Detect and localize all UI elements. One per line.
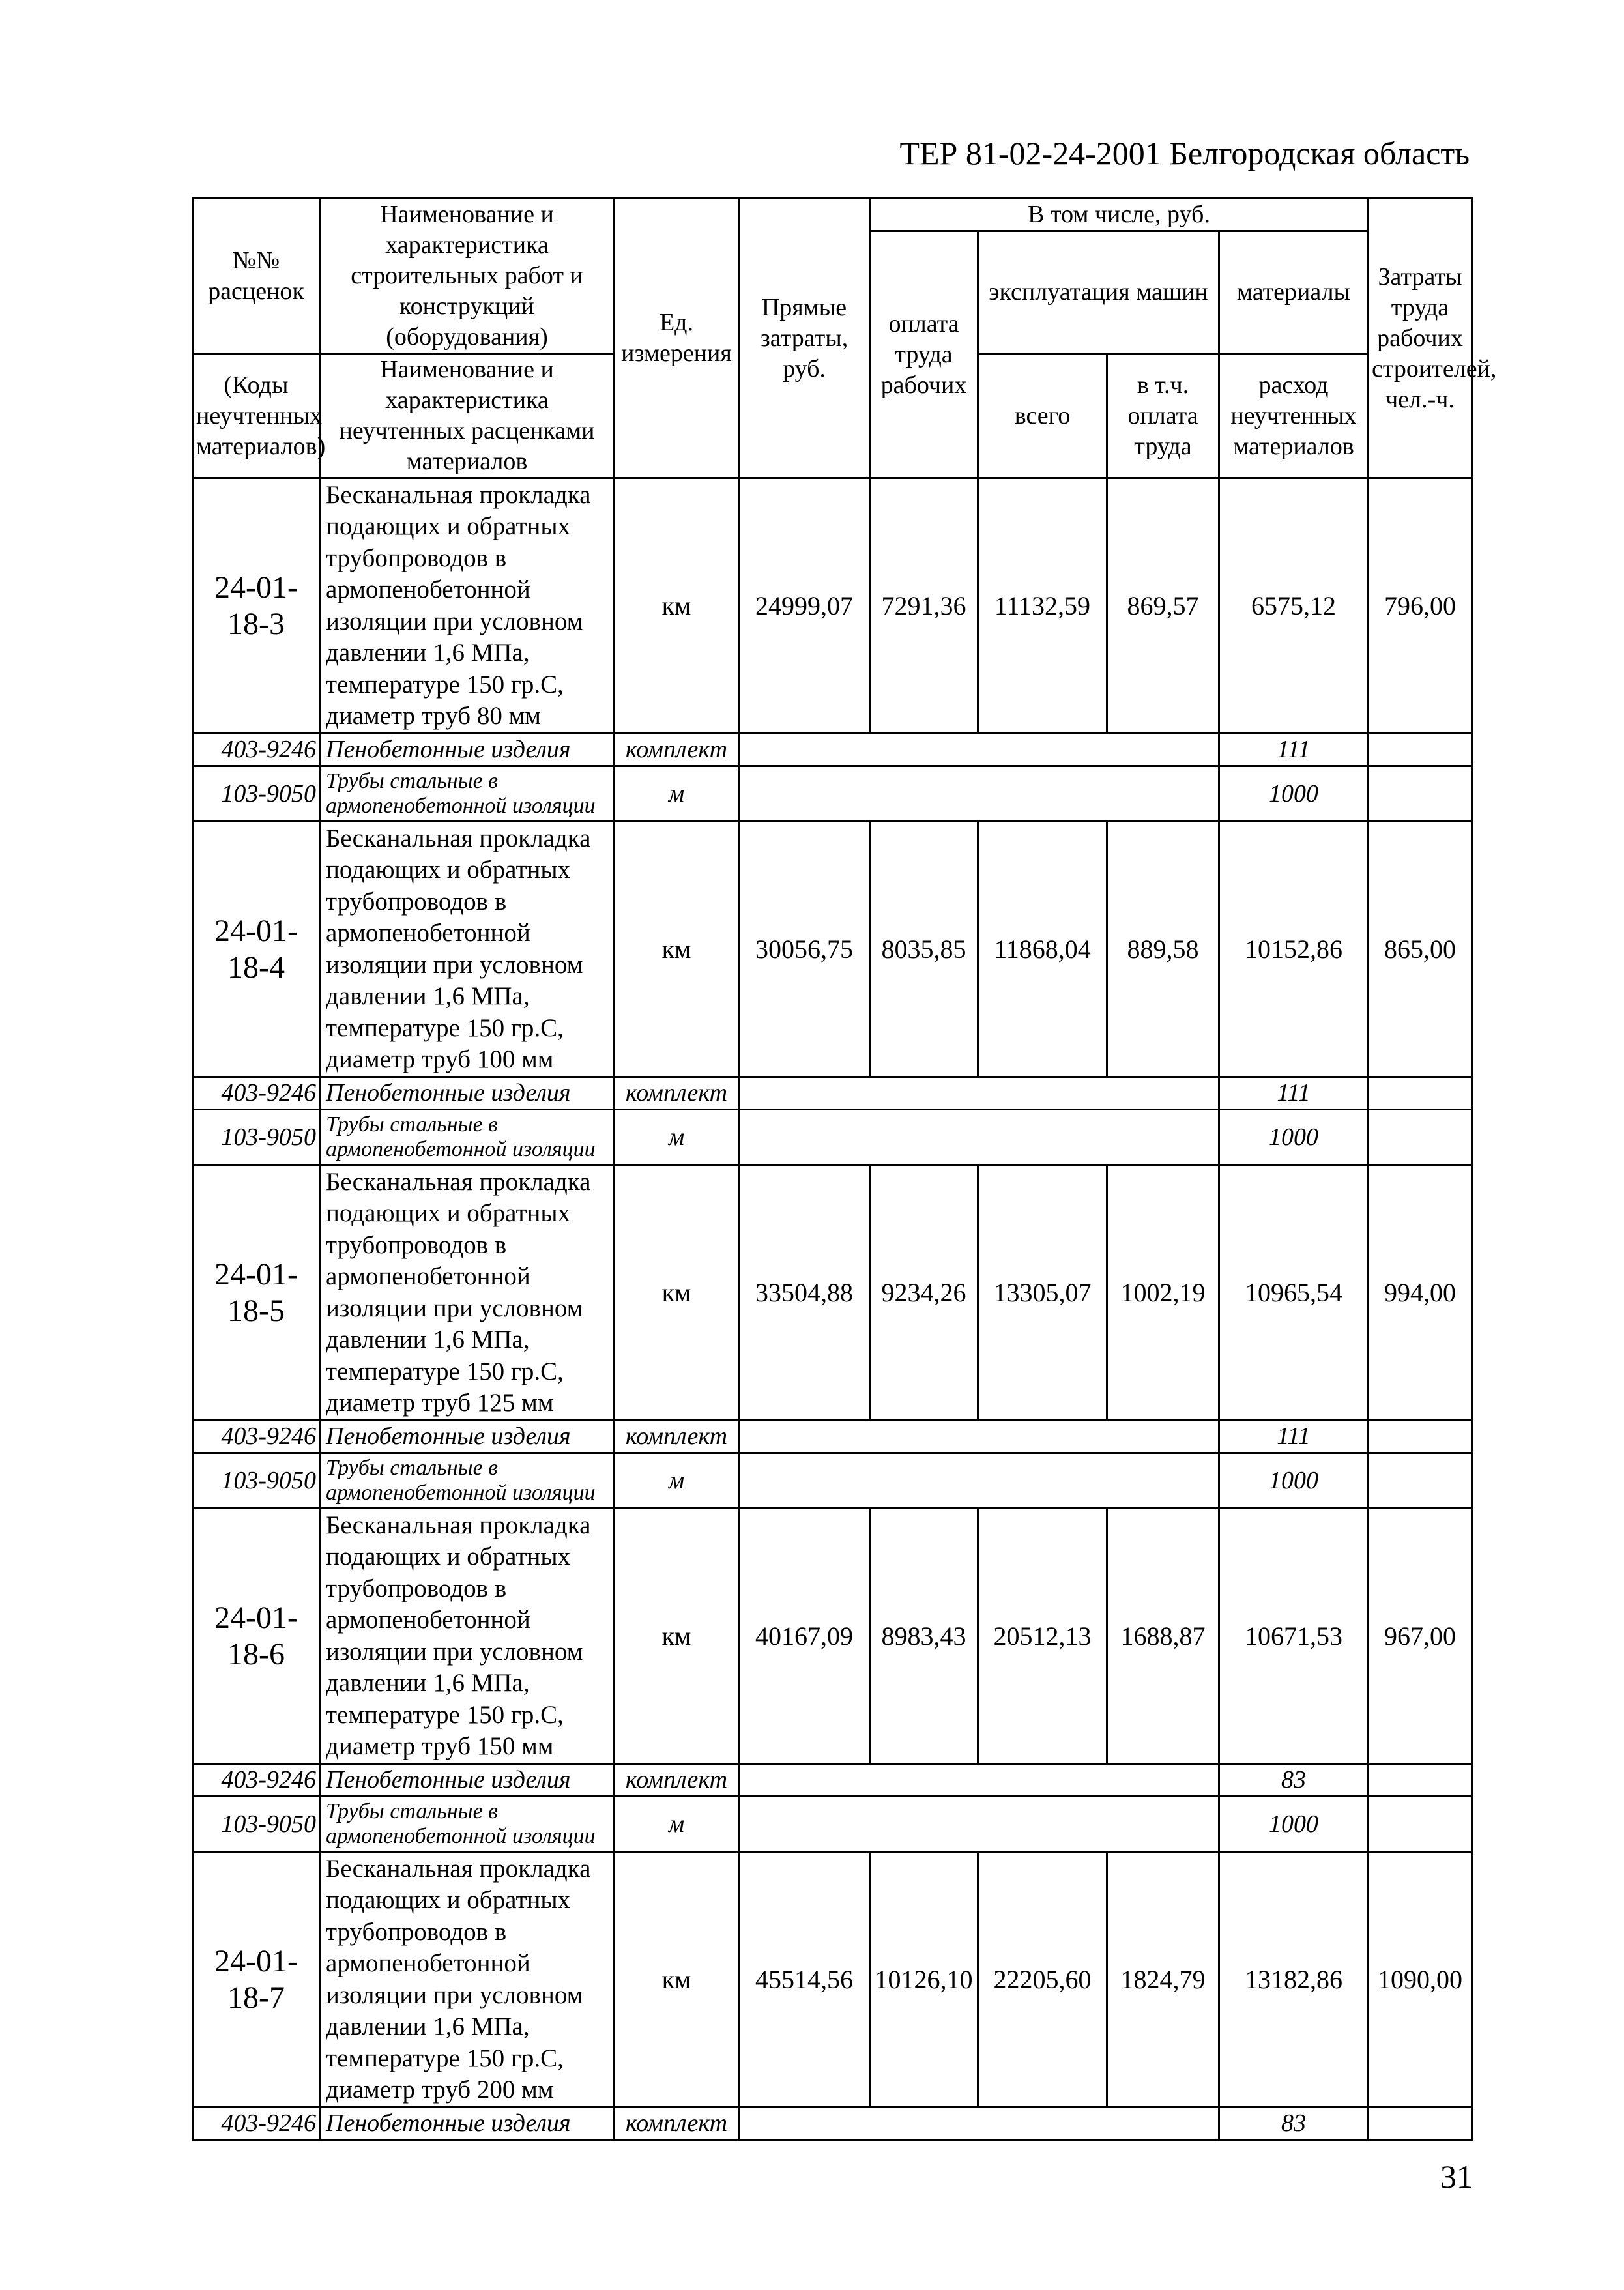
- rate-machines-wages: 869,57: [1107, 478, 1219, 734]
- material-row: [193, 766, 1472, 822]
- rate-wages: 8983,43: [870, 1509, 978, 1764]
- rate-row: [193, 1852, 1472, 2108]
- rate-machines-wages: 1688,87: [1107, 1509, 1219, 1764]
- rate-name: Бесканальная прокладка подающих и обратных трубопроводов в армопенобетонной изоляции при условном давлении 1,6 МПа, температуре 150 гр.С, диаметр труб 80 мм: [320, 478, 615, 734]
- material-unit: комплект: [615, 1077, 739, 1110]
- rate-direct-costs: 40167,09: [739, 1509, 870, 1764]
- rate-labor: 994,00: [1369, 1165, 1472, 1421]
- rate-direct-costs: 30056,75: [739, 822, 870, 1077]
- material-empty: [1369, 1077, 1472, 1110]
- material-quantity: 1000: [1219, 1110, 1369, 1165]
- rate-name: Бесканальная прокладка подающих и обратных трубопроводов в армопенобетонной изоляции при условном давлении 1,6 МПа, температуре 150 гр.С, диаметр труб 200 мм: [320, 1852, 615, 2108]
- rate-machines-wages: 1002,19: [1107, 1165, 1219, 1421]
- material-row: [193, 2108, 1472, 2140]
- material-empty: [739, 1764, 1219, 1797]
- rate-code: 24-01-18-6: [193, 1509, 320, 1764]
- material-empty: [739, 1110, 1219, 1165]
- header-mach-wages: в т.ч. оплата труда: [1107, 354, 1219, 478]
- material-empty: [739, 1421, 1219, 1453]
- header-codes: (Коды неучтенных материалов): [193, 354, 320, 478]
- material-name: Пенобетонные изделия: [320, 734, 615, 766]
- material-name: Пенобетонные изделия: [320, 1077, 615, 1110]
- rate-code: 24-01-18-4: [193, 822, 320, 1077]
- header-mat-consumption: расход неучтенных материалов: [1219, 354, 1369, 478]
- material-empty: [739, 1077, 1219, 1110]
- rate-row: [193, 1509, 1472, 1764]
- material-empty: [1369, 2108, 1472, 2140]
- material-empty: [739, 734, 1219, 766]
- material-row: [193, 1453, 1472, 1509]
- material-empty: [1369, 1421, 1472, 1453]
- material-name: Пенобетонные изделия: [320, 1764, 615, 1797]
- rate-wages: 7291,36: [870, 478, 978, 734]
- material-empty: [1369, 1764, 1472, 1797]
- rate-materials: 10152,86: [1219, 822, 1369, 1077]
- rate-row: [193, 822, 1472, 1077]
- rate-machines-total: 11132,59: [978, 478, 1107, 734]
- rate-machines-total: 11868,04: [978, 822, 1107, 1077]
- rate-materials: 10671,53: [1219, 1509, 1369, 1764]
- rate-row: [193, 1165, 1472, 1421]
- material-quantity: 1000: [1219, 1797, 1369, 1852]
- material-unit: м: [615, 766, 739, 822]
- material-quantity: 111: [1219, 1077, 1369, 1110]
- rate-machines-total: 20512,13: [978, 1509, 1107, 1764]
- rate-labor: 1090,00: [1369, 1852, 1472, 2108]
- header-rate-no: №№ расценок: [193, 198, 320, 354]
- material-quantity: 83: [1219, 1764, 1369, 1797]
- material-name: Трубы стальные в армопенобетонной изоляции: [320, 1110, 615, 1165]
- material-name: Трубы стальные в армопенобетонной изоляции: [320, 1453, 615, 1509]
- rate-wages: 10126,10: [870, 1852, 978, 2108]
- rate-row: [193, 478, 1472, 734]
- material-empty: [1369, 1453, 1472, 1509]
- material-name: Трубы стальные в армопенобетонной изоляции: [320, 766, 615, 822]
- header-direct-costs: Прямые затраты, руб.: [739, 198, 870, 478]
- header-machines: эксплуатация машин: [978, 231, 1219, 354]
- rate-labor: 967,00: [1369, 1509, 1472, 1764]
- material-code: 403-9246: [193, 2108, 320, 2140]
- rate-unit: км: [615, 1509, 739, 1764]
- rate-unit: км: [615, 1852, 739, 2108]
- rate-labor: 796,00: [1369, 478, 1472, 734]
- header-wages: оплата труда рабочих: [870, 231, 978, 478]
- material-code: 403-9246: [193, 1421, 320, 1453]
- rate-code: 24-01-18-3: [193, 478, 320, 734]
- material-empty: [1369, 1797, 1472, 1852]
- rate-name: Бесканальная прокладка подающих и обратных трубопроводов в армопенобетонной изоляции при условном давлении 1,6 МПа, температуре 150 гр.С, диаметр труб 100 мм: [320, 822, 615, 1077]
- rate-unit: км: [615, 822, 739, 1077]
- rate-machines-total: 13305,07: [978, 1165, 1107, 1421]
- material-empty: [739, 766, 1219, 822]
- material-unit: м: [615, 1797, 739, 1852]
- material-unit: м: [615, 1453, 739, 1509]
- material-code: 103-9050: [193, 1797, 320, 1852]
- header-rate-name: Наименование и характеристика строительных работ и конструкций (оборудования): [320, 198, 615, 354]
- rate-direct-costs: 33504,88: [739, 1165, 870, 1421]
- material-empty: [739, 1453, 1219, 1509]
- material-code: 103-9050: [193, 1110, 320, 1165]
- material-quantity: 1000: [1219, 766, 1369, 822]
- material-empty: [739, 1797, 1219, 1852]
- material-code: 403-9246: [193, 1764, 320, 1797]
- rate-labor: 865,00: [1369, 822, 1472, 1077]
- material-empty: [1369, 734, 1472, 766]
- page-number: 31: [1440, 2158, 1473, 2195]
- material-code: 403-9246: [193, 734, 320, 766]
- material-empty: [1369, 1110, 1472, 1165]
- material-quantity: 111: [1219, 1421, 1369, 1453]
- rate-code: 24-01-18-5: [193, 1165, 320, 1421]
- rate-materials: 6575,12: [1219, 478, 1369, 734]
- material-row: [193, 1764, 1472, 1797]
- material-unit: комплект: [615, 2108, 739, 2140]
- rate-code: 24-01-18-7: [193, 1852, 320, 2108]
- header-labor: Затраты труда рабочих строителей, чел.-ч.: [1369, 198, 1472, 478]
- material-quantity: 111: [1219, 734, 1369, 766]
- material-unit: комплект: [615, 1421, 739, 1453]
- rate-name: Бесканальная прокладка подающих и обратных трубопроводов в армопенобетонной изоляции при условном давлении 1,6 МПа, температуре 150 гр.С, диаметр труб 150 мм: [320, 1509, 615, 1764]
- rate-materials: 10965,54: [1219, 1165, 1369, 1421]
- material-row: [193, 1421, 1472, 1453]
- material-name: Трубы стальные в армопенобетонной изоляции: [320, 1797, 615, 1852]
- rate-direct-costs: 45514,56: [739, 1852, 870, 2108]
- rate-wages: 8035,85: [870, 822, 978, 1077]
- material-empty: [739, 2108, 1219, 2140]
- material-code: 103-9050: [193, 766, 320, 822]
- rate-direct-costs: 24999,07: [739, 478, 870, 734]
- material-quantity: 1000: [1219, 1453, 1369, 1509]
- material-name: Пенобетонные изделия: [320, 2108, 615, 2140]
- page-header: ТЕР 81-02-24-2001 Белгородская область: [899, 135, 1470, 171]
- material-unit: комплект: [615, 734, 739, 766]
- rate-wages: 9234,26: [870, 1165, 978, 1421]
- material-code: 403-9246: [193, 1077, 320, 1110]
- material-row: [193, 1077, 1472, 1110]
- rate-name: Бесканальная прокладка подающих и обратных трубопроводов в армопенобетонной изоляции при условном давлении 1,6 МПа, температуре 150 гр.С, диаметр труб 125 мм: [320, 1165, 615, 1421]
- header-mat-name: Наименование и характеристика неучтенных расценками материалов: [320, 354, 615, 478]
- rate-unit: км: [615, 478, 739, 734]
- material-unit: м: [615, 1110, 739, 1165]
- material-name: Пенобетонные изделия: [320, 1421, 615, 1453]
- header-mach-total: всего: [978, 354, 1107, 478]
- material-quantity: 83: [1219, 2108, 1369, 2140]
- material-row: [193, 1797, 1472, 1852]
- header-unit: Ед. измерения: [615, 198, 739, 478]
- header-incl: В том числе, руб.: [870, 198, 1369, 231]
- material-empty: [1369, 766, 1472, 822]
- rate-machines-wages: 1824,79: [1107, 1852, 1219, 2108]
- material-row: [193, 734, 1472, 766]
- rates-table: [192, 197, 1497, 2141]
- rate-unit: км: [615, 1165, 739, 1421]
- material-code: 103-9050: [193, 1453, 320, 1509]
- material-unit: комплект: [615, 1764, 739, 1797]
- header-materials: материалы: [1219, 231, 1369, 354]
- rate-materials: 13182,86: [1219, 1852, 1369, 2108]
- rate-machines-wages: 889,58: [1107, 822, 1219, 1077]
- material-row: [193, 1110, 1472, 1165]
- rate-machines-total: 22205,60: [978, 1852, 1107, 2108]
